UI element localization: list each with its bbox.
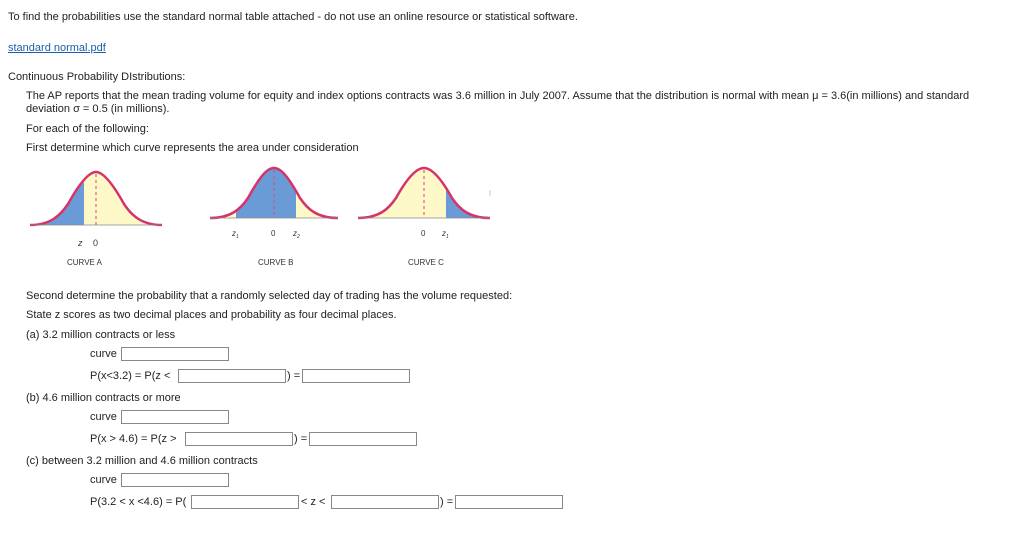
curve-a-graphic bbox=[30, 172, 162, 225]
curve-b-caption: CURVE B bbox=[258, 258, 294, 267]
curve-c-zero-label: 0 bbox=[421, 229, 426, 238]
section-title: Continuous Probability DIstributions: bbox=[8, 71, 186, 83]
part-c-close: ) = bbox=[440, 496, 454, 508]
part-b-question: (b) 4.6 million contracts or more bbox=[26, 392, 181, 404]
part-c-prob-prefix: P(3.2 < x <4.6) = P( bbox=[90, 496, 187, 508]
normal-curves-figure bbox=[0, 162, 500, 272]
part-a-z-input[interactable] bbox=[178, 369, 286, 383]
part-c-curve-label: curve bbox=[90, 474, 117, 486]
curve-a-zero-label: 0 bbox=[93, 238, 99, 248]
part-b-close: ) = bbox=[294, 433, 308, 445]
curve-c-graphic bbox=[358, 168, 490, 218]
standard-normal-pdf-link[interactable]: standard normal.pdf bbox=[8, 42, 106, 54]
curve-a-caption: CURVE A bbox=[67, 258, 102, 267]
curve-a-shaded-area bbox=[30, 182, 84, 225]
curve-c-caption: CURVE C bbox=[408, 258, 444, 267]
part-c-z2-input[interactable] bbox=[331, 495, 439, 509]
rounding-text: State z scores as two decimal places and probability as four decimal places. bbox=[26, 309, 397, 321]
part-c-question: (c) between 3.2 million and 4.6 million contracts bbox=[26, 455, 258, 467]
curve-b-graphic bbox=[210, 168, 338, 218]
part-c-mid: < z < bbox=[301, 496, 326, 508]
part-b-prob-prefix: P(x > 4.6) = P(z > bbox=[90, 433, 177, 445]
part-b-curve-label: curve bbox=[90, 411, 117, 423]
for-each-text: For each of the following: bbox=[26, 123, 149, 135]
curve-b-z1-label: $z_1$ bbox=[232, 229, 239, 240]
part-c-prob-input[interactable] bbox=[455, 495, 563, 509]
second-step-text: Second determine the probability that a randomly selected day of trading has the volume requested: bbox=[26, 290, 513, 302]
part-a-curve-label: curve bbox=[90, 348, 117, 360]
curve-a-z-label: z bbox=[78, 238, 83, 248]
part-b-z-input[interactable] bbox=[185, 432, 293, 446]
instruction-text: To find the probabilities use the standard normal table attached - do not use an online resource or statistical software. bbox=[8, 11, 578, 23]
curve-b-zero-label: 0 bbox=[271, 229, 276, 238]
part-c-curve-input[interactable] bbox=[121, 473, 229, 487]
curve-c-unshaded-area bbox=[358, 168, 490, 218]
part-a-close: ) = bbox=[287, 370, 301, 382]
part-a-curve-input[interactable] bbox=[121, 347, 229, 361]
part-b-curve-input[interactable] bbox=[121, 410, 229, 424]
first-step-text: First determine which curve represents the area under consideration bbox=[26, 142, 359, 154]
curve-c-z1-label: $z_1$ bbox=[442, 229, 449, 240]
curve-b-z2-label: $z_2$ bbox=[293, 229, 300, 240]
part-c-z1-input[interactable] bbox=[191, 495, 299, 509]
part-a-question: (a) 3.2 million contracts or less bbox=[26, 329, 176, 341]
part-a-prob-prefix: P(x<3.2) = P(z < bbox=[90, 370, 171, 382]
part-a-prob-input[interactable] bbox=[302, 369, 410, 383]
part-b-prob-input[interactable] bbox=[309, 432, 417, 446]
problem-description: The AP reports that the mean trading volume for equity and index options contracts was 3.6 million in July 2007. Assume that the distribution is normal with mean μ = 3.6(in millions) and standard deviation σ = 0.5 (in millions). bbox=[26, 90, 970, 115]
